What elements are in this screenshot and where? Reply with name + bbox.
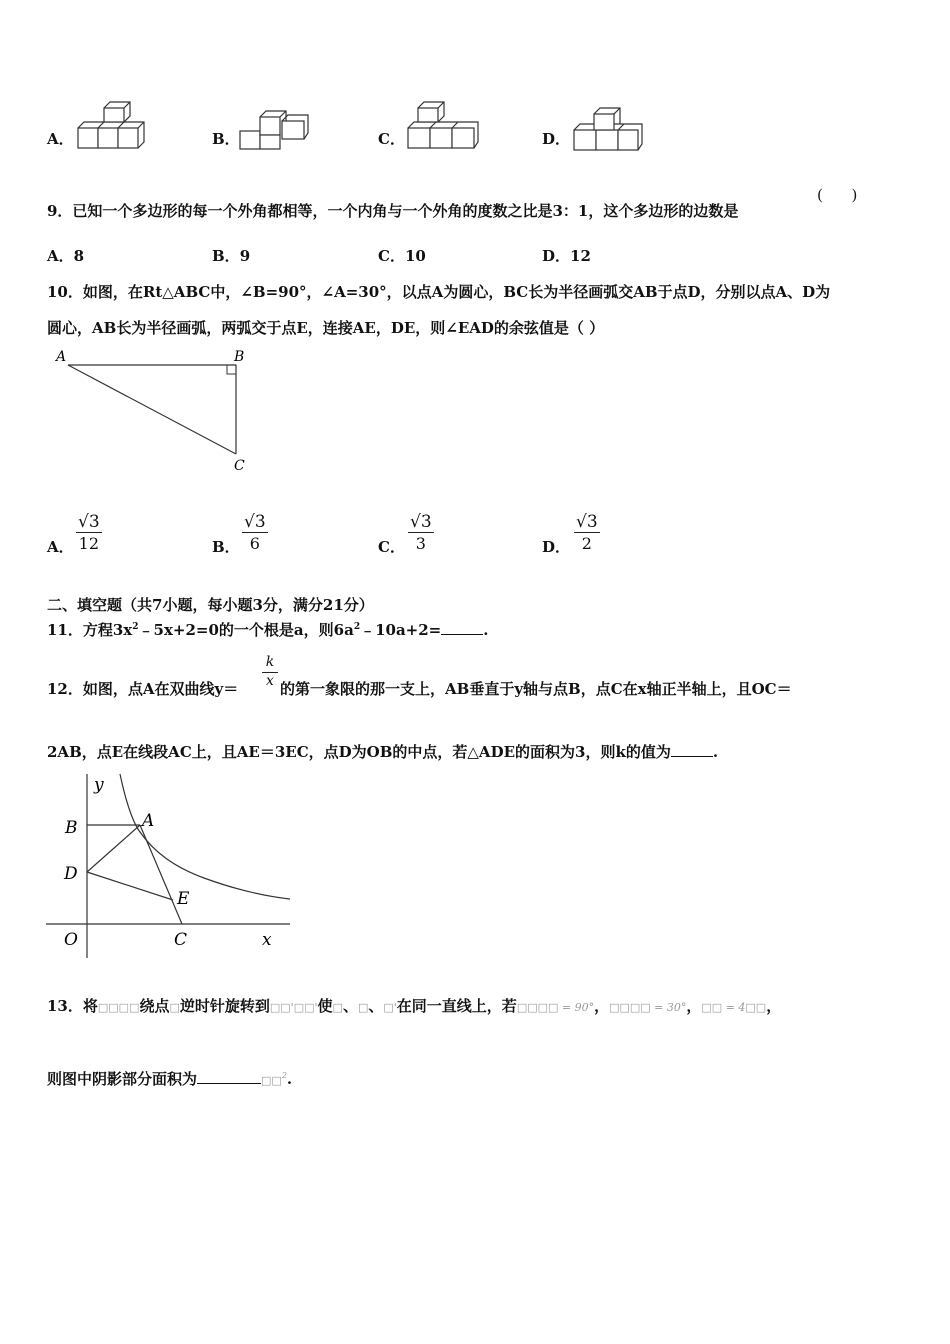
section2-title: 二、填空题（共7小题，每小题3分，满分21分） (47, 596, 374, 614)
q10-option-d-fraction: $\frac{√3}{2}$ (576, 512, 598, 553)
label-y: y (94, 775, 104, 795)
q9-option-c: C．10 (378, 247, 426, 265)
q12-prefix: 12．如图，点A在双曲线y＝ (47, 680, 239, 698)
q9-text: 9．已知一个多边形的每一个外角都相等，一个内角与一个外角的度数之比是3：1，这个多边形的边数是 (47, 202, 739, 220)
q8-option-a-figure (76, 100, 148, 152)
label-d: D (64, 864, 78, 884)
label-o: O (64, 930, 78, 950)
q12-fraction: k x (262, 654, 278, 689)
q12-answer-blank (671, 756, 713, 757)
q9-option-d: D．12 (542, 247, 591, 265)
q13-line2: 则图中阴影部分面积为 □□$^2$. (47, 1070, 293, 1088)
q13-line1: 13．将□□□□绕点□逆时针旋转到□□'□□'使□、□、□'在同一直线上，若□□□□ = 90°，□□□□ = 30°，□□ = 4□□， (47, 997, 782, 1015)
q11-answer-blank (441, 634, 483, 635)
q10-option-c-fraction: $\frac{√3}{3}$ (410, 512, 432, 553)
q10-option-a-fraction: $\frac{√3}{12}$ (78, 512, 100, 553)
q10-option-a-label: A． (47, 538, 74, 556)
label-e: E (177, 889, 190, 909)
q8-option-b-label: B． (212, 130, 240, 148)
q8-option-c-figure (404, 100, 480, 152)
q8-option-d-figure (570, 106, 646, 154)
label-b: B (65, 818, 78, 838)
q13-answer-blank (197, 1083, 261, 1084)
q9-option-b: B．9 (212, 247, 251, 265)
q8-option-a-label: A． (47, 130, 74, 148)
label-a: A (56, 349, 67, 365)
q10-option-d-label: D． (542, 538, 571, 556)
label-c: C (174, 930, 188, 950)
q8-option-b-figure (238, 105, 310, 153)
segment-ac (140, 825, 182, 924)
label-b: B (234, 349, 245, 365)
label-c: C (234, 458, 245, 474)
q8-option-c-label: C． (378, 130, 405, 148)
right-angle-mark (227, 365, 236, 374)
segment-da (87, 825, 140, 872)
q10-option-b-label: B． (212, 538, 240, 556)
q12-rest: 的第一象限的那一支上，AB垂直于y轴与点B，点C在x轴正半轴上，且OC＝ (280, 680, 792, 698)
q10-line1: 10．如图，在Rt△ABC中，∠B=90°，∠A=30°，以点A为圆心，BC长为半径画弧交AB于点D，分别以点A、D为 (47, 283, 831, 301)
q8-option-d-label: D． (542, 130, 571, 148)
label-x: x (262, 930, 272, 950)
q10-triangle-figure (50, 346, 260, 476)
label-a: A (142, 811, 155, 831)
q12-hyperbola-figure (44, 772, 294, 962)
q10-option-b-fraction: $\frac{√3}{6}$ (244, 512, 266, 553)
q10-line2: 圆心，AB长为半径画弧，两弧交于点E，连接AE，DE，则∠EAD的余弦值是（ ） (47, 319, 605, 337)
segment-ac (68, 365, 236, 454)
q12-line2: 2AB，点E在线段AC上，且AE＝3EC，点D为OB的中点，若△ADE的面积为3，则k的值为 . (47, 743, 719, 761)
q9-option-a: A．8 (47, 247, 85, 265)
q9-answer-paren: ( ) (817, 186, 858, 204)
q10-option-c-label: C． (378, 538, 405, 556)
segment-de (87, 872, 173, 900)
q11-text: 11．方程$3x^2﹣5x+2=0$的一个根是a，则$6a^2﹣10a+2=$ . (47, 621, 489, 639)
